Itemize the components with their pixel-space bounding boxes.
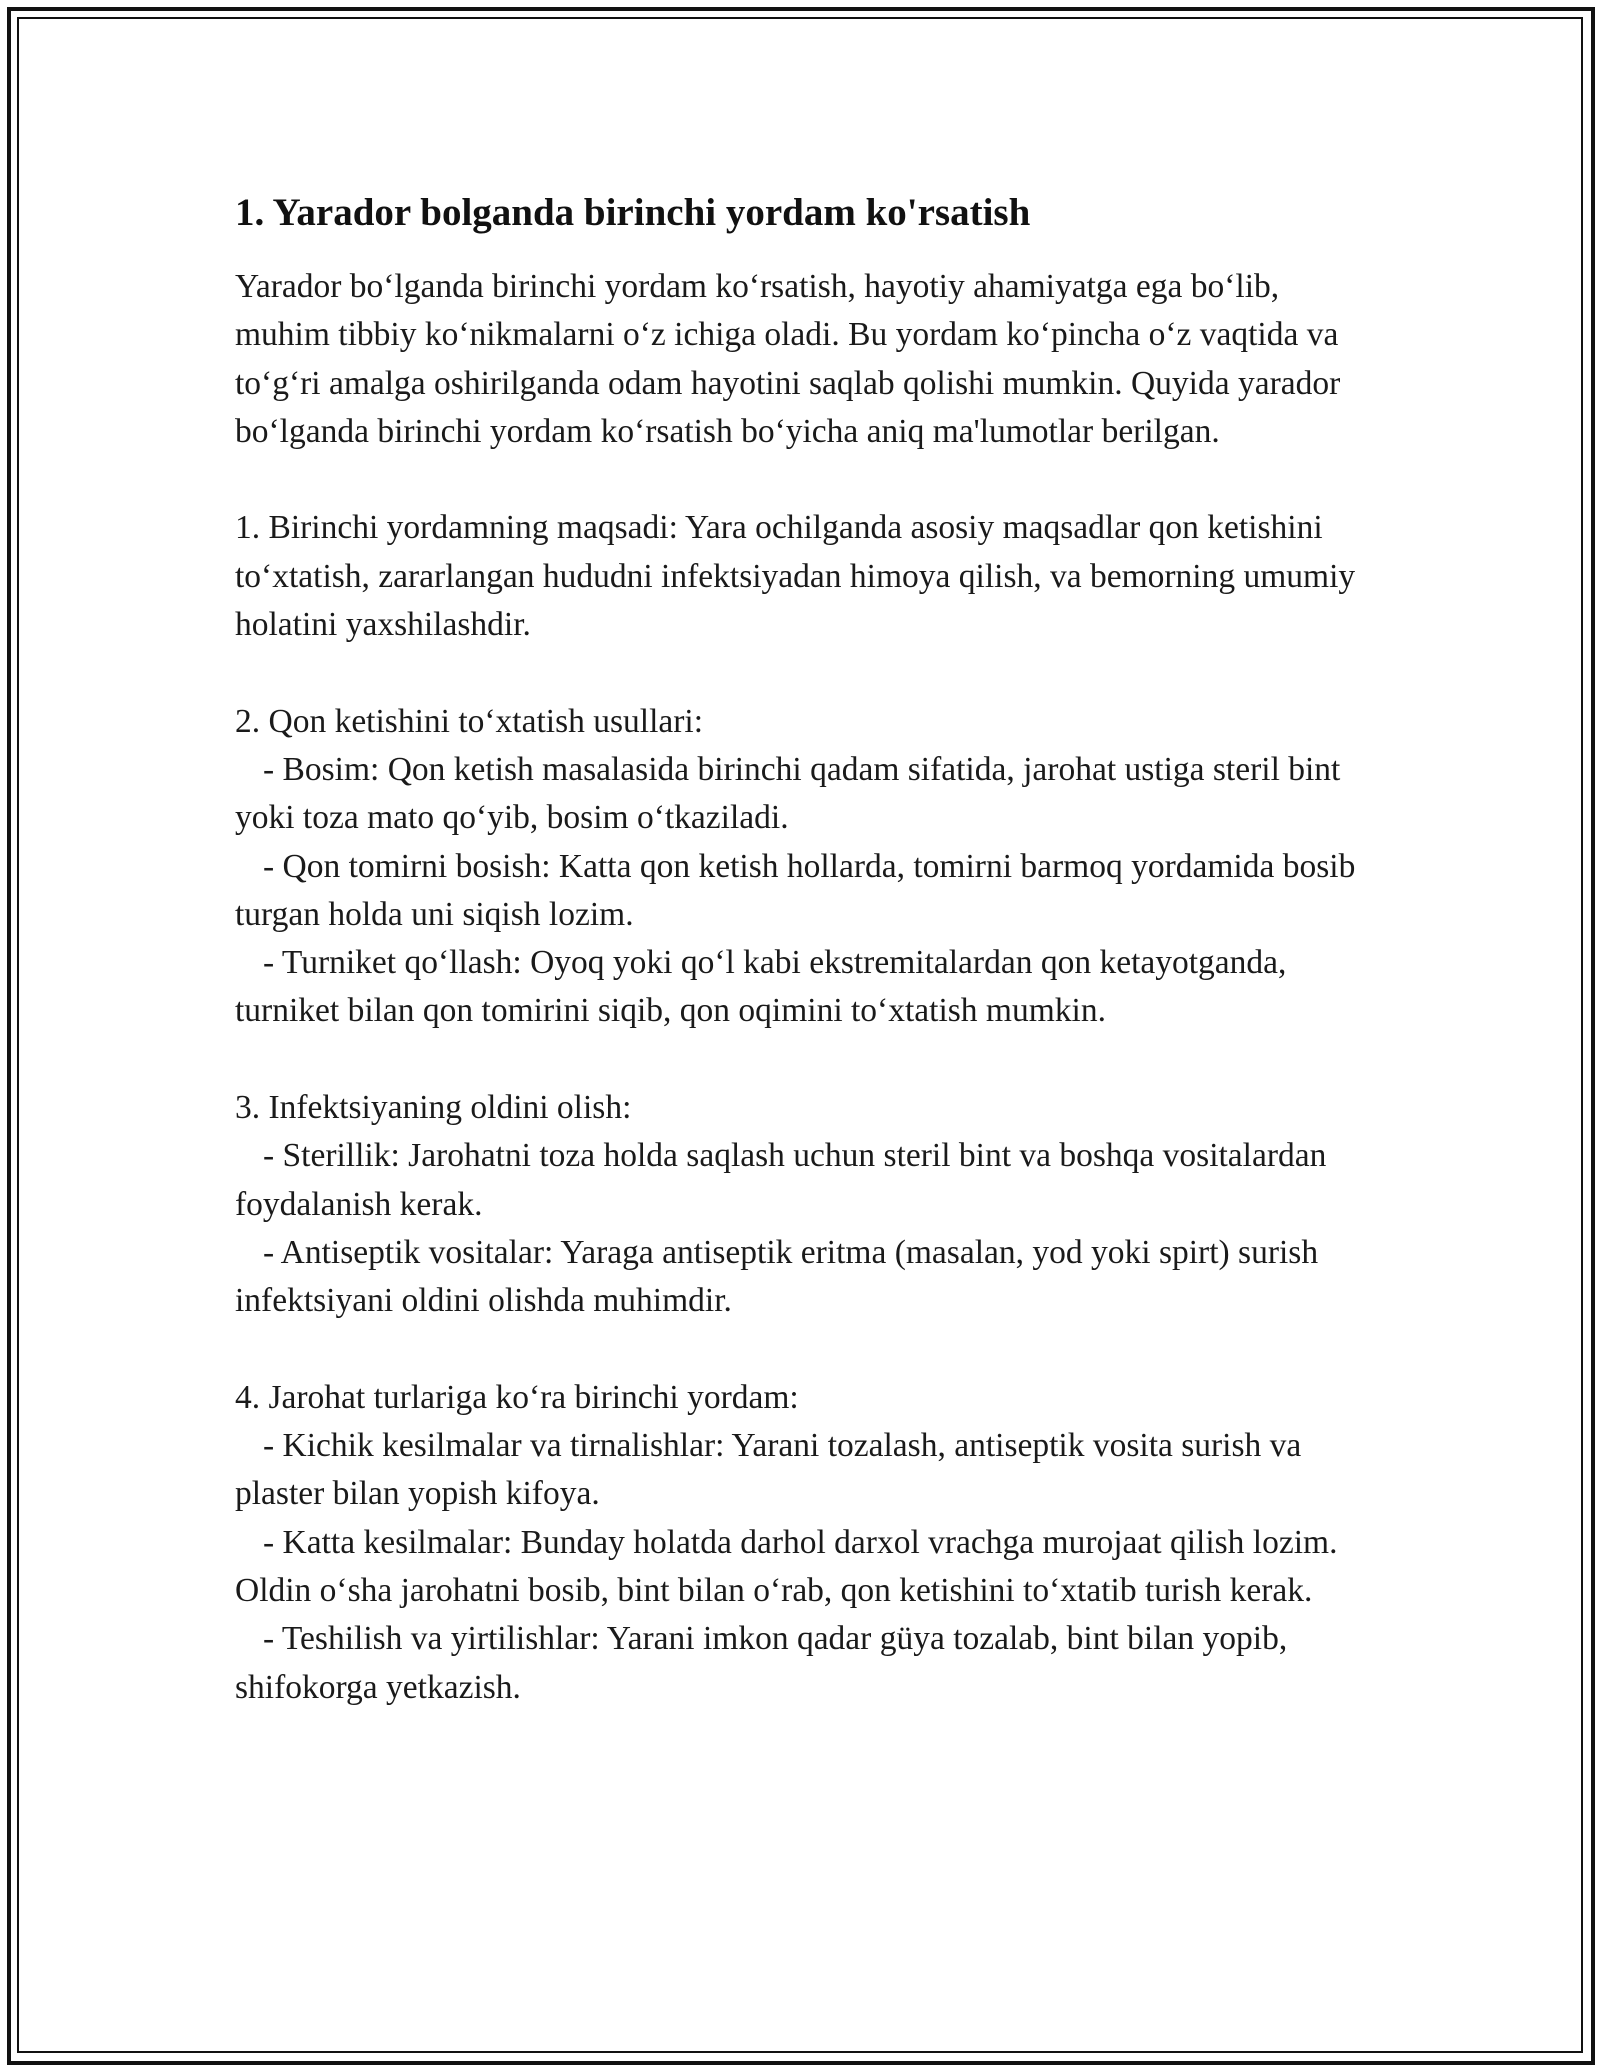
section-2-heading: 2. Qon ketishini to‘xtatish usullari:: [235, 702, 704, 740]
section-2-item: - Qon tomirni bosish: Katta qon ketish hollarda, tomirni barmoq yordamida bosib turgan holda uni siqish lozim.: [235, 847, 1356, 933]
paragraph-gap: [235, 1326, 1375, 1374]
section-4-item: - Kichik kesilmalar va tirnalishlar: Yarani tozalash, antiseptik vosita surish va plaster bilan yopish kifoya.: [235, 1427, 1302, 1513]
section-4: [235, 1374, 1375, 1712]
document-title: 1. Yarador bolganda birinchi yordam ko'rsatish: [235, 191, 1031, 234]
section-4-item: - Teshilish va yirtilishlar: Yarani imkon qadar güya tozalab, bint bilan yopib, shifokorga yetkazish.: [235, 1620, 1288, 1706]
section-3-heading: 3. Infektsiyaning oldini olish:: [235, 1089, 632, 1127]
section-4-item: - Katta kesilmalar: Bunday holatda darhol darxol vrachga murojaat qilish lozim. Oldin o‘sha jarohatni bosib, bint bilan o‘rab, qon ketishini to‘xtatib turish kerak.: [235, 1523, 1338, 1610]
section-1-paragraph: 1. Birinchi yordamning maqsadi: Yara ochilganda asosiy maqsadlar qon ketishini to‘xtatish, zararlangan hududni infektsiyadan himoya qilish, va bemorning umumiy holatini yaxshilashdir.: [235, 509, 1356, 644]
section-2: [235, 698, 1375, 1036]
section-2-item: - Bosim: Qon ketish masalasida birinchi qadam sifatida, jarohat ustiga steril bint yoki toza mato qo‘yib, bosim o‘tkaziladi.: [235, 750, 1341, 837]
section-3-item: - Antiseptik vositalar: Yaraga antiseptik eritma (masalan, yod yoki spirt) surish infektsiyani oldini olishda muhimdir.: [235, 1233, 1319, 1320]
section-2-item: - Turniket qo‘llash: Oyoq yoki qo‘l kabi ekstremitalardan qon ketayotganda, turniket bilan qon tomirini siqib, qon oqimini to‘xtatish mumkin.: [235, 944, 1287, 1030]
section-3-item: - Sterillik: Jarohatni toza holda saqlash uchun steril bint va boshqa vositalardan foydalanish kerak.: [235, 1137, 1327, 1223]
document-body: [235, 185, 1375, 1712]
intro-paragraph: Yarador bo‘lganda birinchi yordam ko‘rsatish, hayotiy ahamiyatga ega bo‘lib, muhim tibbiy ko‘nikmalarni o‘z ichiga oladi. Bu yordam ko‘pincha o‘z vaqtida va to‘g‘ri amalga oshirilganda odam hayotini saqlab qolishi mumkin. Quyida yarador bo‘lganda birinchi yordam ko‘rsatish bo‘yicha aniq ma'lumotlar berilgan.: [235, 268, 1341, 450]
section-4-heading: 4. Jarohat turlariga ko‘ra birinchi yordam:: [235, 1378, 799, 1416]
section-3: [235, 1084, 1375, 1325]
paragraph-gap: [235, 456, 1375, 504]
paragraph-gap: [235, 649, 1375, 697]
paragraph-gap: [235, 1036, 1375, 1084]
